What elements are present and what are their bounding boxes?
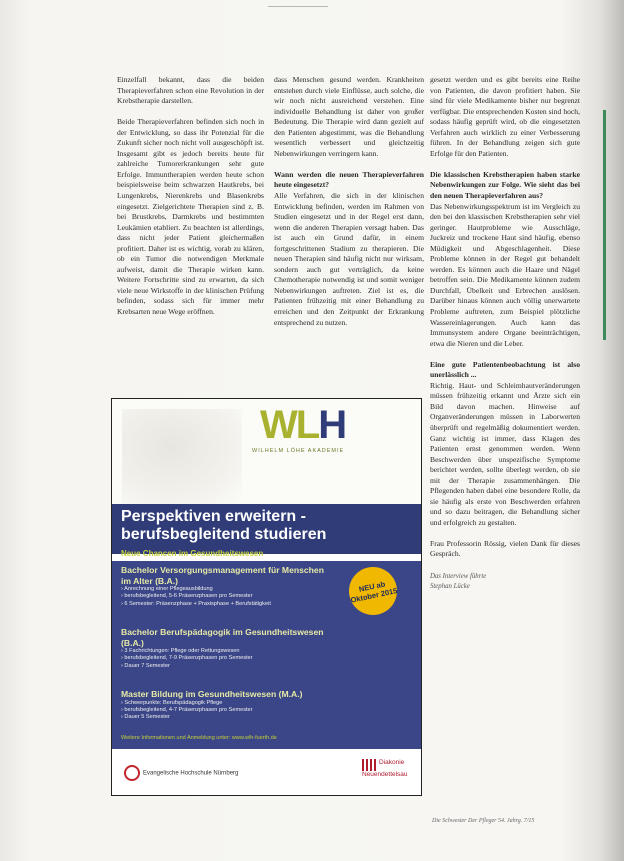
paragraph: Das Nebenwirkungsspektrum ist im Vergleich zu den bei den klassischen Krebstherapien sehr viel geringer. Hautprobleme wie Ausschläge, Juckreiz und trockene Haut sind häufig, ebenso Müdigkeit und Abgeschlagenheit. Diese Probleme können in der Regel gut behandelt werden. Es können auch die Haare und Nägel betroffen sein. Die Medikamente können zudem Durchfall, Übelkeit und Erbrechen auslösen. Darüber hinaus können auch völlig unerwartete Probleme auftreten, zum Beispiel plötzliche Wassereinlagerungen. Auch kann das Immunsystem andere Organe beeinträchtigen, etwa die Nieren und die Leber.	[430, 201, 580, 348]
paragraph: Beide Therapieverfahren befinden sich noch in der Entwicklung, so dass ihr Potenzial für die Zukunft sicher noch nicht voll ausgeschöpft ist. Insgesamt gibt es jedoch bereits heute für zahlreiche Tumorerkrankungen sehr gute Erfolge. Immuntherapien werden heute schon beispielsweise beim schwarzen Hautkrebs, bei Lungenkrebs, Nierenkrebs und Blasenkrebs eingesetzt. Zielgerichtete Therapien sind z. B. bei Brustkrebs, Darmkrebs und bestimmten Leukämien etabliert. Zu beachten ist allerdings, dass nicht jeder Patient gleichermaßen profitiert. Daher ist es wichtig, vorab zu klären, ob ein Tumor die notwendigen Merkmale aufweist, damit die Therapie wirken kann. Weitere Fortschritte sind zu erwarten, da sich viele neue Wirkstoffe in der klinischen Prüfung befinden, sodass sich für immer mehr Krebsarten neue Wege eröffnen.	[117, 117, 264, 316]
paragraph: Alle Verfahren, die sich in der klinischen Entwicklung befinden, werden im Rahmen von Studien eingesetzt und in der Regel erst dann, wenn die anderen Therapien versagt haben. Das ist auch ein Grund dafür, in einem fortgeschrittenen Stadium zu therapieren. Die neuen Therapien sind häufig nicht nur wirksam, sondern auch gut verträglich, da keine Chemotherapie notwendig ist und somit weniger Nebenwirkungen auftreten. Ziel ist es, die Patienten frühzeitig mit einer Behandlung zu erreichen und den Zeitpunkt der Erkrankung entsprechend zu nutzen.	[274, 190, 424, 327]
new-badge: NEU ab Oktober 2015	[345, 563, 402, 620]
signature-line-2: Stephan Lücke	[430, 582, 470, 590]
ad-headline: Perspektiven erweitern - berufsbegleitend studieren	[121, 508, 327, 543]
top-rule	[268, 6, 328, 7]
paragraph: Einzelfall bekannt, dass die beiden Therapieverfahren schon eine Revolution in der Krebstherapie darstellen.	[117, 75, 264, 106]
interview-signature	[430, 572, 580, 591]
paragraph: gesetzt werden und es gibt bereits eine Reihe von Patienten, die davon profitiert haben. Sie sind für viele Medikamente bisher nur begrenzt verfügbar. Die entsprechenden Kosten sind hoch, sodass häufig geprüft wird, ob die eingesetzten Verfahren auch wirklich zu einer Verbesserung führen. In der Behandlung zeigen sich gute Erfolge für den Patienten.	[430, 75, 580, 158]
interview-question: Wann werden die neuen Therapieverfahren heute eingesetzt?	[274, 169, 424, 190]
program-item: › 6 Semester: Präsenzphase + Praxisphase + Berufstätigkeit	[121, 601, 331, 608]
program-item: › Dauer 7 Semester	[121, 663, 331, 670]
text-column-2	[274, 75, 424, 339]
paragraph: dass Menschen gesund werden. Krankheiten entstehen durch viele Einflüsse, auch solche, die wir noch nicht ausreichend verstehen. Eine individuelle Behandlung ist daher von großer Bedeutung. Die Therapie wird dann gezielt auf den Patienten abgestimmt, was die Behandlung wesentlich verbessert und gleichzeitig Nebenwirkungen verringern kann.	[274, 75, 424, 158]
program-item: › Anrechnung einer Pflegeausbildung	[121, 586, 331, 593]
program-item: › berufsbegleitend, 5-6 Präsenzphasen pro Semester	[121, 593, 331, 600]
interview-question: Eine gute Patientenbeobachtung ist also unerlässlich ...	[430, 359, 580, 380]
program-item: › berufsbegleitend, 4-7 Präsenzphasen pro Semester	[121, 707, 331, 714]
interview-question: Die klassischen Krebstherapien haben starke Nebenwirkungen zur Folge. Wie sieht das bei den neuen Therapieverfahren aus?	[430, 169, 580, 200]
ad-info-link[interactable]: Weitere Informationen und Anmeldung unter: www.wlh-fuerth.de	[121, 735, 277, 741]
hochschule-logo-icon	[124, 765, 140, 781]
program-item: › 3 Fachrichtungen: Pflege oder Rettungswesen	[121, 648, 331, 655]
page-marker-strip	[603, 110, 606, 340]
program-title: Master Bildung im Gesundheitswesen (M.A.)	[121, 689, 303, 699]
ad-subheadline: Neue Chancen im Gesundheitswesen	[121, 549, 264, 558]
diakonie-logo-icon	[362, 759, 376, 771]
program-item: › berufsbegleitend, 7-9 Präsenzphasen pro Semester	[121, 655, 331, 662]
program-title: Bachelor Berufspädagogik im Gesundheitswesen (B.A.)	[121, 627, 324, 648]
ad-portrait-image	[122, 409, 242, 504]
page-spine-shadow	[598, 0, 624, 861]
text-column-3	[430, 75, 580, 591]
program-versorgungsmanagement	[121, 565, 331, 608]
program-item: › Schwerpunkte: Berufspädagogik Pflege	[121, 700, 331, 707]
signature-line-1: Das Interview führte	[430, 573, 487, 581]
program-berufspaedagogik	[121, 627, 331, 670]
program-title: Bachelor Versorgungsmanagement für Menschen im Alter (B.A.)	[121, 565, 324, 586]
page-footer: Die Schwester Der Pfleger 54. Jahrg. 7/15	[432, 818, 535, 824]
wlh-logo: WLH	[260, 403, 346, 447]
program-item: › Dauer 5 Semester	[121, 714, 331, 721]
advertisement[interactable]	[111, 398, 422, 796]
column-3-body	[430, 75, 580, 560]
paragraph: Richtig. Haut- und Schleimhautveränderungen müssen frühzeitig erkannt und Ärzte sich ein Bild davon machen. Hinweise auf Organveränderungen müssen in Laborwerten überprüft und regelmäßig dokumentiert werden. Ganz wichtig ist immer, dass Klagen des Patienten ernst genommen werden. Wenn Beschwerden über unspezifische Symptome berichtet werden, sollte überlegt werden, ob sie mit der Therapie zusammenhängen. Die Pflegenden haben dabei eine besondere Rolle, da sie häufig als erste von Beschwerden erfahren und so dazu beitragen, die Behandlung sicher und erfolgreich zu gestalten.	[430, 380, 580, 527]
academy-name: WILHELM LÖHE AKADEMIE	[252, 448, 345, 454]
text-column-1	[117, 75, 264, 328]
paragraph: Frau Professorin Rössig, vielen Dank für dieses Gespräch.	[430, 538, 580, 559]
partner-logo-diakonie: Diakonie Neuendettelsau	[362, 759, 408, 778]
program-master-bildung	[121, 689, 331, 722]
partner-logo-hochschule: Evangelische Hochschule Nürnberg	[124, 765, 238, 781]
